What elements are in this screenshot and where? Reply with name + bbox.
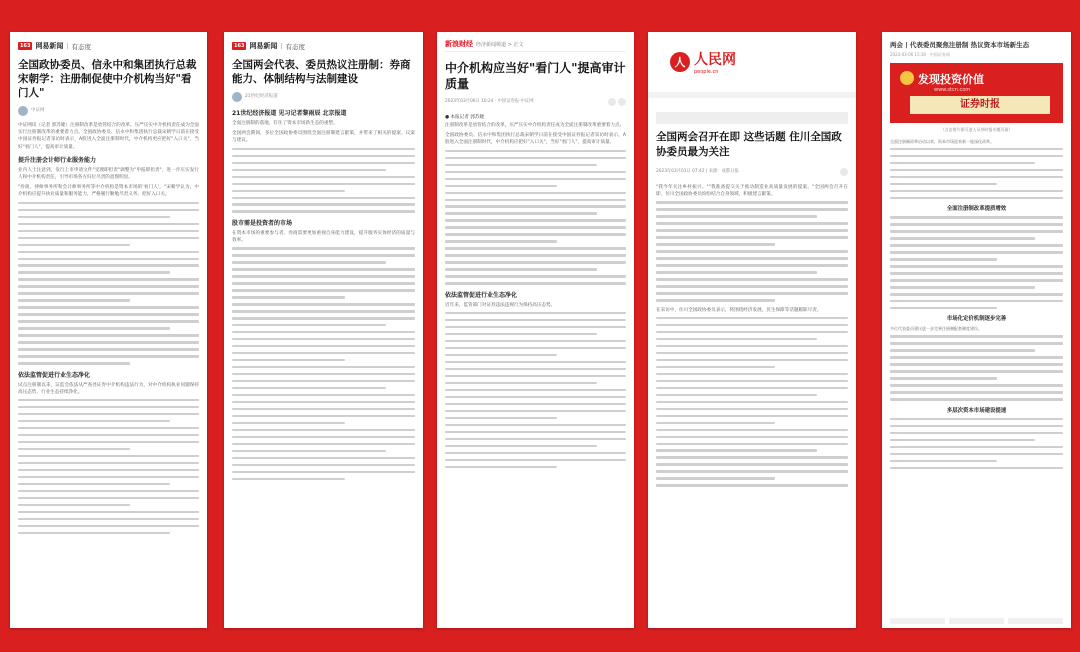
text-lines [445,150,626,285]
share-tools [840,168,848,176]
section-heading: 全面注册制改革提质增效 [946,206,1007,213]
share-icon[interactable] [840,168,848,176]
article-paragraph: "我今年关注乡村振兴。""我准备提交关于推动制造业高质量发展的提案。"全国两会召开在即，住川全国政协委员纷纷结合自身领域，积极建言献策。 [656,185,848,198]
author-name: 中证网 [31,108,45,113]
section-heading: 依法监管促进行业生态净化 [18,371,91,379]
brand-name: 网易新闻 [249,42,278,50]
share-icon[interactable] [608,98,616,106]
article-title[interactable]: 全国政协委员、信永中和集团执行总裁宋朝学：注册制促使中介机构当好"看门人" [18,59,197,99]
brand-row [18,40,199,52]
text-lines [18,202,199,365]
brand-row [232,40,415,52]
section-heading: 依法监管促进行业生态净化 [445,291,518,299]
text-lines [18,399,199,534]
article-paragraph: 在采访中，住川全国政协委员表示，将围绕经济发展、民生保障等话题履职尽责。 [656,307,822,313]
section-heading: 提升注册会计师行业服务能力 [18,156,97,164]
brand-name: 网易新闻 [35,42,64,50]
sina-header [445,40,626,52]
article-title[interactable]: 中介机构应当好"看门人"提高审计质量 [445,61,626,91]
publish-meta: 2023-03-06 15:30 · 中国证券网 [890,52,950,57]
brand-separator: | [66,42,69,50]
article-paragraph: 全面注册制改革启动以来，资本市场迎来新一轮深化改革。 [890,139,994,144]
footer-bar [890,618,1063,624]
people-header [648,32,856,92]
article-title[interactable]: 两会 | 代表委员聚焦注册制 热议资本市场新生态 [890,41,1030,49]
brand-slogan: 有态度 [285,42,305,51]
section-heading: 多层次资本市场建设提速 [946,407,1007,414]
people-logo[interactable] [670,49,736,75]
avatar [232,92,242,102]
sina-finance-logo[interactable]: 新浪财经 [445,40,473,48]
author-name: 21世纪经济报道 [245,94,278,99]
article-paragraph: 全国两会期间，多位全国政协委员围绕全面注册制建言献策，并带来了相关的提案、议案与建议。 [232,131,415,144]
article-paragraph: 多位代表委员建议进一步完善注册制配套制度建设。 [890,326,982,332]
banner-caption: （点击图片即可进入证券时报专题页面） [940,127,1013,132]
article-lead: 中证网讯（记者 郭苏婕）注册制改革是放管结合的改革。压严压实中介机构责任成为全面实行注册制改革的重要着力点。全国政协委员、信永中和集团执行总裁宋朝学日前在接受中国证券报记者采访时表示，A股进入全面注册制时代，中介机构更应把好"入口关"，当好"看门人"，提高审计质量。 [18,123,199,150]
article-title[interactable]: 全国两会召开在即 这些话题 住川全国政协委员最为关注 [656,131,842,158]
text-lines [232,247,415,480]
publish-meta: 2023年03月06日 10:24 · 中国证券报-中证网 [445,99,534,104]
article-card-sina [437,32,634,628]
meta-bar [656,168,848,176]
article-paragraph: 近年来，监管部门对证券违法违规行为保持高压态势。 [445,302,556,308]
site-url: people.cn [694,69,719,75]
text-lines [232,148,415,213]
article-paragraph: 全国政协委员、信永中和集团执行总裁宋朝学日前在接受中国证券报记者采访时表示，A股进入全面注册制时代，中介机构应把好"入口关"，当好"看门人"，提高审计质量。 [445,133,626,146]
article-card-netease-2 [224,32,423,628]
promo-banner[interactable] [890,63,1063,123]
author-meta [18,106,199,116]
article-title[interactable]: 全国两会代表、委员热议注册制：券商能力、体制结构与法制建设 [232,59,411,85]
banner-url: www.stcn.com [934,87,971,93]
comment-icon[interactable] [618,98,626,106]
article-card-stcn [882,32,1071,628]
brand-slogan: 有态度 [71,42,91,51]
article-paragraph: 注册制改革是放管结合的改革。压严压实中介机构责任成为全面注册制改革重要着力点。 [445,123,625,128]
banner-title: 发现投资价值 [918,73,984,86]
text-lines [890,418,1063,469]
avatar [18,106,28,116]
section-heading: 股市需是投资者的市场 [232,219,293,227]
text-lines [656,317,848,487]
netease-logo-icon: 163 [20,43,31,49]
text-lines [890,216,1063,309]
meta-bar [445,98,626,106]
article-paragraph: 在资本市场的重要参与者，券商需要更加重视自身能力建设，提升服务实体经济的质量与效率。 [232,230,415,244]
author-meta [232,92,415,102]
article-card-people [648,32,856,628]
netease-logo-icon: 163 [234,43,245,49]
text-lines [656,201,848,301]
banner-strip: 证券时报 [910,96,1050,114]
reporter-line: ● 本报记者 郭苏婕 [445,115,485,120]
nav-bar[interactable] [648,92,856,98]
article-paragraph: "券商、律师事务所和会计师事务所等中介机构是资本市场的'看门人'。"宋朝学认为，中介机构应提升执业质量和服务能力，严格履行勤勉尽责义务，把好入口关。 [18,185,199,198]
article-paragraph: 试点注册制以来，证监会依法从严查处证券中介机构违法行为，对中介机构执业问题保持高压态势，行业生态持续净化。 [18,382,199,395]
people-emblem-icon: 人 [670,52,690,72]
text-lines [445,312,626,468]
section-heading: 21世纪经济报道 见习记者黎雨辰 北京报道 [232,110,347,117]
ad-strip [656,112,848,124]
text-lines [890,148,1063,199]
text-lines [890,335,1063,400]
brand-separator: | [280,42,283,50]
article-paragraph: 全面注册制的落地，钉住了资本市场新生态的重塑。 [232,121,338,126]
section-heading: 市场化定价机制逐步完善 [946,316,1007,323]
share-tools [608,98,626,106]
breadcrumb[interactable]: 经济新闻频道 > 正文 [476,41,524,48]
sun-icon [900,71,914,85]
publish-meta: 2023年03月01日 07:42 | 来源：成都日报 [656,169,739,174]
site-name: 人民网 [694,52,736,68]
article-card-netease-1 [10,32,207,628]
article-paragraph: 业内人士注意到，发行上市申请文件"受理即担责"调整为"申报即担责"，进一步压实发行人和中介机构责任，引导市场各方归位尽责的意图明显。 [18,167,199,181]
